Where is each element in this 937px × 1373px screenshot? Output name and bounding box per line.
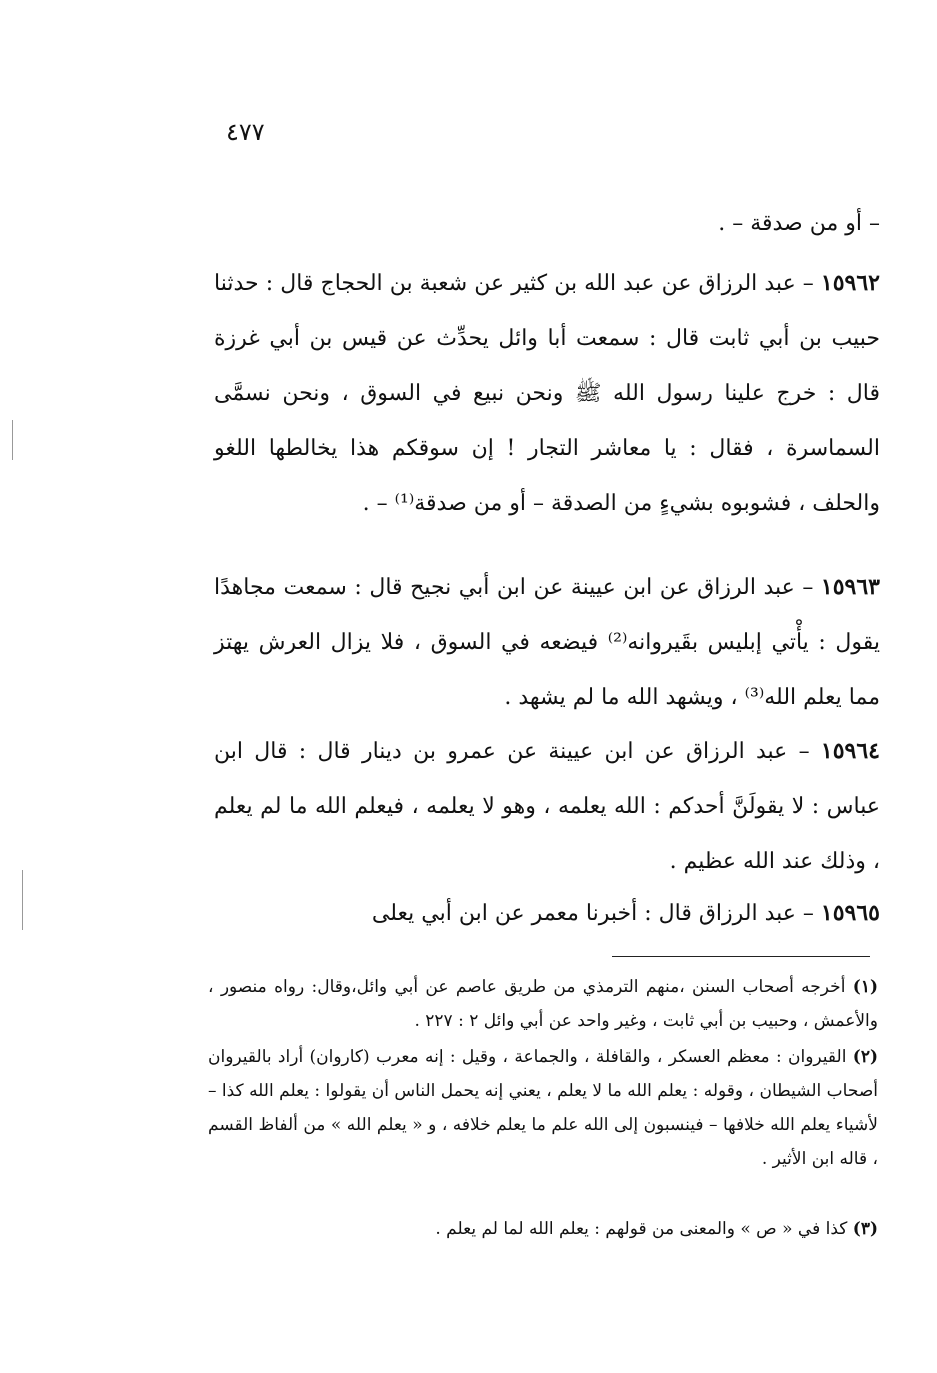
continuation-line: – أو من صدقة – . — [718, 211, 880, 236]
hadith-15965 — [214, 886, 880, 941]
hadith-text: – عبد الرزاق عن ابن عيينة عن عمرو بن دينار قال : قال ابن عباس : لا يقولَنَّ أحدكم : الله يعلمه ، وهو لا يعلمه ، فيعلم الله ما لم يعلم ، وذلك عند الله عظيم . — [214, 739, 880, 874]
scan-gutter-mark — [12, 420, 13, 460]
footnote-separator — [612, 956, 870, 957]
footnote-number: (٢) — [852, 1047, 878, 1067]
scan-gutter-mark — [22, 870, 23, 930]
footnote-1 — [208, 970, 878, 1038]
hadith-number: ١٥٩٦٢ — [820, 270, 880, 296]
footnote-text: أخرجه أصحاب السنن ،منهم الترمذي من طريق عاصم عن أبي وائل،وقال: رواه منصور ، والأعمش ، وحبيب بن أبي ثابت ، وغير واحد عن أبي وائل ٢ : ٢٢٧ . — [208, 977, 878, 1031]
footnote-text: كذا في « ص » والمعنى من قولهم : يعلم الله لما لم يعلم . — [435, 1219, 848, 1239]
hadith-number: ١٥٩٦٣ — [820, 574, 880, 600]
hadith-15962 — [214, 256, 880, 531]
footnote-3 — [208, 1212, 878, 1246]
hadith-number: ١٥٩٦٤ — [820, 738, 880, 764]
hadith-15964 — [214, 724, 880, 889]
hadith-text: – عبد الرزاق عن ابن عيينة عن ابن أبي نجيح قال : سمعت مجاهدًا يقول : يأْتي إبليس بقَيروانه⁽²⁾ فيضعه في السوق ، فلا يزال العرش يهتز مما يعلم الله⁽³⁾ ، ويشهد الله ما لم يشهد . — [214, 575, 880, 710]
hadith-15963 — [214, 560, 880, 725]
hadith-text: – عبد الرزاق قال : أخبرنا معمر عن ابن أبي يعلى — [371, 901, 814, 926]
footnote-number: (١) — [852, 977, 878, 997]
footnote-2 — [208, 1040, 878, 1176]
footnote-number: (٣) — [852, 1219, 878, 1239]
hadith-number: ١٥٩٦٥ — [820, 900, 880, 926]
hadith-text: – عبد الرزاق عن عبد الله بن كثير عن شعبة بن الحجاج قال : حدثنا حبيب بن أبي ثابت قال : سمعت أبا وائل يحدِّث عن قيس بن أبي غرزة قال : خرج علينا رسول الله ﷺ ونحن نبيع في السوق ، ونحن نسمَّى السماسرة ، فقال : يا معاشر التجار ! إن سوقكم هذا يخالطها اللغو والحلف ، فشوبوه بشيءٍ من الصدقة – أو من صدقة⁽¹⁾ – . — [214, 271, 880, 516]
footnote-text: القيروان : معظم العسكر ، والقافلة ، والجماعة ، وقيل : إنه معرب (كاروان) أراد بالقيروان أصحاب الشيطان ، وقوله : يعلم الله ما لا يعلم ، يعني إنه يحمل الناس أن يقولوا : يعلم الله كذا – لأشياء يعلم الله خلافها – فينسبون إلى الله علم ما يعلم خلافه ، و « يعلم الله » من ألفاظ القسم ، قاله ابن الأثير . — [208, 1047, 878, 1169]
page-number: ٤٧٧ — [226, 118, 265, 146]
